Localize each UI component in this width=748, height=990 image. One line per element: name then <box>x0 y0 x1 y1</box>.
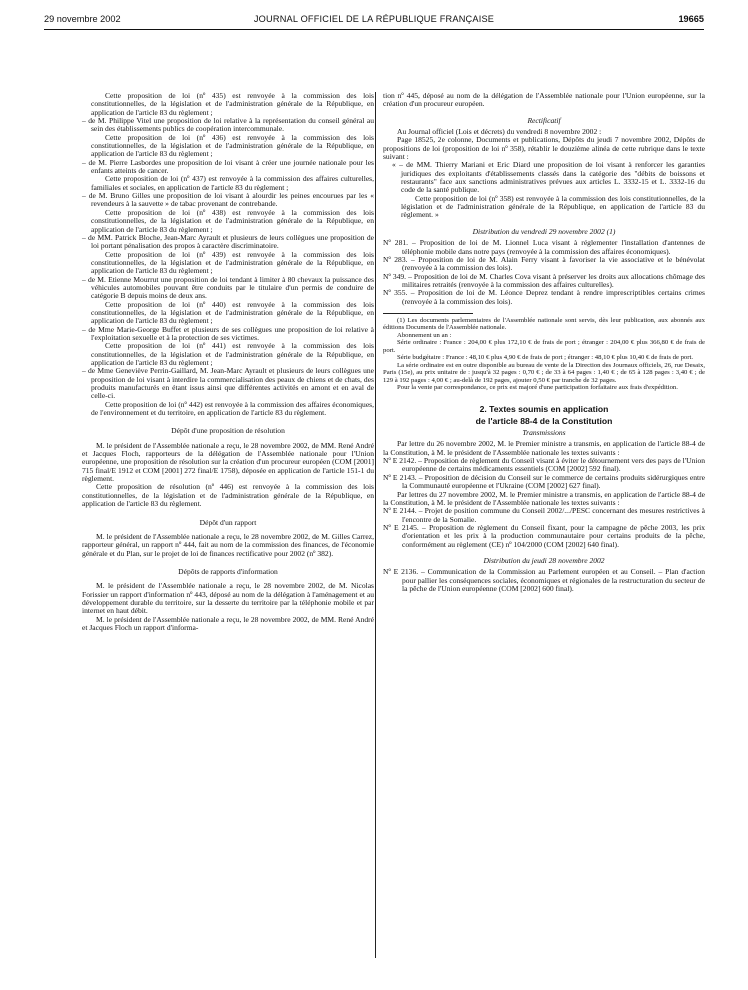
rectificatif-quote-1: « – de MM. Thierry Mariani et Eric Diard une proposition de loi visant à renforcer les garanties juridiques des exploitants d'établissements classés dans la catégorie des "débits de boissons et restaurants" face aux sanctions administratives prévues aux articles L. 3332-15 et L. 3332-16 du code de la santé publique. <box>392 160 705 195</box>
right-column <box>383 92 705 593</box>
list-item: Nº 281. – Proposition de loi de M. Lionnel Luca visant à réglementer l'installation d'antennes de téléphonie mobile dans notre pays (renvoyée à la commission des affaires économiques). <box>383 238 705 256</box>
list-item: Nº 283. – Proposition de loi de M. Alain Ferry visant à favoriser la vie associative et le bénévolat (renvoyée à la commission des lois). <box>383 254 705 273</box>
paragraph: – de M. Pierre Lasbordes une proposition de loi visant à créer une journée nationale pour les enfants atteints de cancer. <box>82 157 374 176</box>
header-journal-title: JOURNAL OFFICIEL DE LA RÉPUBLIQUE FRANÇAISE <box>253 14 495 24</box>
page-header <box>44 14 704 28</box>
list-item: Nº E 2136. – Communication de la Commission au Parlement européen et au Conseil. – Plan d'action pour pallier les conséquences sociales, économiques et régionales de la restructuration du secteur de la pêche de l'Union européenne (COM [2002] 600 final). <box>383 567 705 593</box>
header-rule <box>44 29 704 30</box>
footnote-p1: (1) Les documents parlementaires de l'Assemblée nationale sont servis, dès leur publication, aux abonnés aux éditions Documents de l'Assemblée nationale. <box>383 316 705 332</box>
paragraph: Cette proposition de loi (nº 438) est renvoyée à la commission des lois constitutionnelles, de la législation et de l'administration générale de la République, en application de l'article 83 du règlement ; <box>91 207 374 234</box>
transmissions-list-1 <box>383 457 705 490</box>
transmissions-title: Transmissions <box>522 428 566 438</box>
paragraph: – de Mme Geneviève Perrin-Gaillard, M. Jean-Marc Ayrault et plusieurs de leurs collègues une proposition de loi visant à interdire la commercialisation des peaux de chiens et de chats, des produits manufacturés en étant issus ainsi que différentes activités en amont et en aval de celle-ci. <box>82 366 374 401</box>
left-column <box>82 92 374 632</box>
distribution-vendredi-list <box>383 239 705 306</box>
paragraph: – de M. Bruno Gilles une proposition de loi visant à alourdir les peines encourues par les « revendeurs à la sauvette » de tabac provenant de contrebande. <box>82 191 374 209</box>
footnote-p2: Abonnement un an : <box>397 331 452 339</box>
rectificatif-p2: Page 18525, 2e colonne, Documents et publications, Dépôts du jeudi 7 novembre 2002, Dépôts de propositions de loi (proposition de loi nº 358), rétablir le douzième alinéa de cette rubrique dans le texte suivant : <box>383 135 705 162</box>
footnote-p6: Pour la vente par correspondance, ce prix est majoré d'une participation forfaitaire aux frais d'expédition. <box>397 384 678 392</box>
section2-title-line2: de l'article 88-4 de la Constitution <box>475 415 613 426</box>
footnote-p3: Série ordinaire : France : 204,00 € plus 172,10 € de frais de port ; étranger : 204,00 € plus 366,80 € de frais de port. <box>383 339 705 354</box>
footnote <box>383 317 705 392</box>
paragraph: M. le président de l'Assemblée nationale a reçu, le 28 novembre 2002, de M. Nicolas Forissier un rapport d'information nº 443, déposé au nom de la délégation à l'aménagement et au développement durable du territoire, sur la desserte du territoire par la téléphonie mobile et par internet en haut débit. <box>82 581 374 616</box>
paragraph: Cette proposition de loi (nº 441) est renvoyée à la commission des lois constitutionnelles, de la législation et de l'administration générale de la République, en application de l'article 83 du règlement ; <box>91 341 374 367</box>
paragraph: Cette proposition de résolution (nº 446) est renvoyée à la commission des lois constitutionnelles, de la législation et de l'administration générale de la République, en application de l'article 83 du règlement. <box>82 482 374 509</box>
transmissions-p2: Par lettres du 27 novembre 2002, M. le Premier ministre a transmis, en application de l'article 88-4 de la Constitution, à M. le président de l'Assemblée nationale les textes suivants : <box>383 489 705 507</box>
section2-title-line1: 2. Textes soumis en application <box>479 403 609 414</box>
paragraph: Cette proposition de loi (nº 440) est renvoyée à la commission des lois constitutionnelles, de la législation et de l'administration générale de la République, en application de l'article 83 du règlement ; <box>91 299 374 326</box>
list-item: Nº E 2144. – Projet de position commune du Conseil 2002/.../PESC concernant des mesures restrictives à l'encontre de la Somalie. <box>383 506 705 524</box>
list-item: Nº 349. – Proposition de loi de M. Charles Cova visant à préserver les droits aux allocations chômage des militaires retraités (renvoyée à la commission des affaires culturelles). <box>383 271 705 289</box>
distribution-vendredi-title: Distribution du vendredi 29 novembre 2002 (1) <box>472 226 616 236</box>
paragraph: Cette proposition de loi (nº 442) est renvoyée à la commission des affaires économiques, de l'environnement et du territoire, en application de l'article 83 du règlement. <box>91 399 374 418</box>
list-item: Nº 355. – Proposition de loi de M. Léonce Deprez tendant à rendre imprescriptibles certains crimes (renvoyée à la commission des lois). <box>383 288 705 306</box>
paragraph: Cette proposition de loi (nº 436) est renvoyée à la commission des lois constitutionnelles, de la législation et de l'administration générale de la République, en application de l'article 83 du règlement ; <box>91 132 374 159</box>
transmissions-p1: Par lettre du 26 novembre 2002, M. le Premier ministre a transmis, en application de l'article 88-4 de la Constitution, à M. le président de l'Assemblée nationale les textes suivants : <box>383 439 705 457</box>
section-heading: Dépôt d'un rapport <box>199 517 257 527</box>
rectificatif-quote-2: Cette proposition de loi (nº 358) est renvoyée à la commission des lois constitutionnelles, de la législation et de l'administration générale de la République, en application de l'article 83 du règlement. » <box>401 193 705 220</box>
paragraph: M. le président de l'Assemblée nationale a reçu, le 28 novembre 2002, de MM. René André et Jacques Floch, rapporteurs de la délégation de l'Assemblée nationale pour l'Union européenne, une proposition de résolution sur la création d'un procureur européen (COM [2001] 715 final/E 1912 et COM [2001] 272 final/E 1758), déposée en application de l'article 151-1 du règlement. <box>82 440 374 484</box>
paragraph: M. le président de l'Assemblée nationale a reçu, le 28 novembre 2002, de M. Gilles Carrez, rapporteur général, un rapport nº 444, fait au nom de la commission des finances, de l'économie générale et du Plan, sur le projet de loi de finances rectificative pour 2002 (nº 382). <box>82 531 374 558</box>
header-page-number: 19665 <box>678 14 704 24</box>
distribution-jeudi-title: Distribution du jeudi 28 novembre 2002 <box>483 555 605 565</box>
footnote-p4: Série budgétaire : France : 48,10 € plus 4,90 € de frais de port ; étranger : 48,10 € plus 10,40 € de frais de port. <box>397 354 694 362</box>
intro-paragraph: tion nº 445, déposé au nom de la délégation de l'Assemblée nationale pour l'Union européenne, sur la création d'un procureur européen. <box>383 91 705 109</box>
paragraph: Cette proposition de loi (nº 439) est renvoyée à la commission des lois constitutionnelles, de la législation et de l'administration générale de la République, en application de l'article 83 du règlement ; <box>91 249 374 276</box>
rectificatif-title: Rectificatif <box>527 115 561 125</box>
list-item: Nº E 2143. – Proposition de décision du Conseil sur le commerce de certains produits sidérurgiques entre la Communauté européenne et l'Ukraine (COM [2002] 627 final). <box>383 472 705 491</box>
footnote-p5: La série ordinaire est en outre disponible au bureau de vente de la Direction des Journaux officiels, 26, rue Desaix, Paris (15e), au prix unitaire de : jusqu'à 32 pages : 0,70 € ; de 33 à 64 pages : 1,40 € ; de 65 à 128 pages : 3,40 € ; de 129 à 192 pages : 4,00 € ; au-delà de 192 pages, ajouter 0,50 € par tranche de 32 pages. <box>383 361 705 384</box>
footnote-rule <box>383 313 473 314</box>
transmissions-list-2 <box>383 507 705 549</box>
paragraph: – de M. Philippe Vitel une proposition de loi relative à la représentation du conseil général au sein des établissements publics de coopération intercommunale. <box>82 116 374 134</box>
list-item: Nº E 2142. – Proposition de règlement du Conseil visant à éviter le détournement vers des pays de l'Union européenne de certains médicaments essentiels (COM [2002] 592 final). <box>383 456 705 474</box>
section-heading: Dépôt d'une proposition de résolution <box>171 426 285 436</box>
header-date: 29 novembre 2002 <box>44 14 121 24</box>
distribution-jeudi-list <box>383 568 705 593</box>
paragraph: M. le président de l'Assemblée nationale a reçu, le 28 novembre 2002, de MM. René André et Jacques Floch un rapport d'informa- <box>82 614 374 632</box>
paragraph: Cette proposition de loi (nº 435) est renvoyée à la commission des lois constitutionnelles, de la législation et de l'administration générale de la République, en application de l'article 83 du règlement ; <box>91 91 374 117</box>
paragraph: Cette proposition de loi (nº 437) est renvoyée à la commission des affaires culturelles, familiales et sociales, en application de l'article 83 du règlement ; <box>91 174 374 192</box>
paragraph: – de MM. Patrick Bloche, Jean-Marc Ayrault et plusieurs de leurs collègues une proposition de loi portant pénalisation des propos à caractère discriminatoire. <box>82 232 374 251</box>
column-divider <box>375 92 376 958</box>
paragraph: – de Mme Marie-George Buffet et plusieurs de ses collègues une proposition de loi relative à l'exploitation sexuelle et à la protection de ses victimes. <box>82 324 374 342</box>
rectificatif-p1: Au Journal officiel (Lois et décrets) du vendredi 8 novembre 2002 : <box>397 127 602 137</box>
section-heading: Dépôts de rapports d'information <box>178 566 278 576</box>
list-item: Nº E 2145. – Proposition de règlement du Conseil fixant, pour la campagne de pêche 2003, les prix d'orientation et les prix à la production communautaire pour certains produits de la pêche, conformément au règlement (CE) nº 104/2000 (COM [2002] 640 final). <box>383 522 705 549</box>
paragraph: – de M. Etienne Mourrut une proposition de loi tendant à limiter à 80 chevaux la puissance des véhicules automobiles pouvant être conduits par le titulaire d'un permis de conduire de catégorie B depuis moins de deux ans. <box>82 274 374 301</box>
